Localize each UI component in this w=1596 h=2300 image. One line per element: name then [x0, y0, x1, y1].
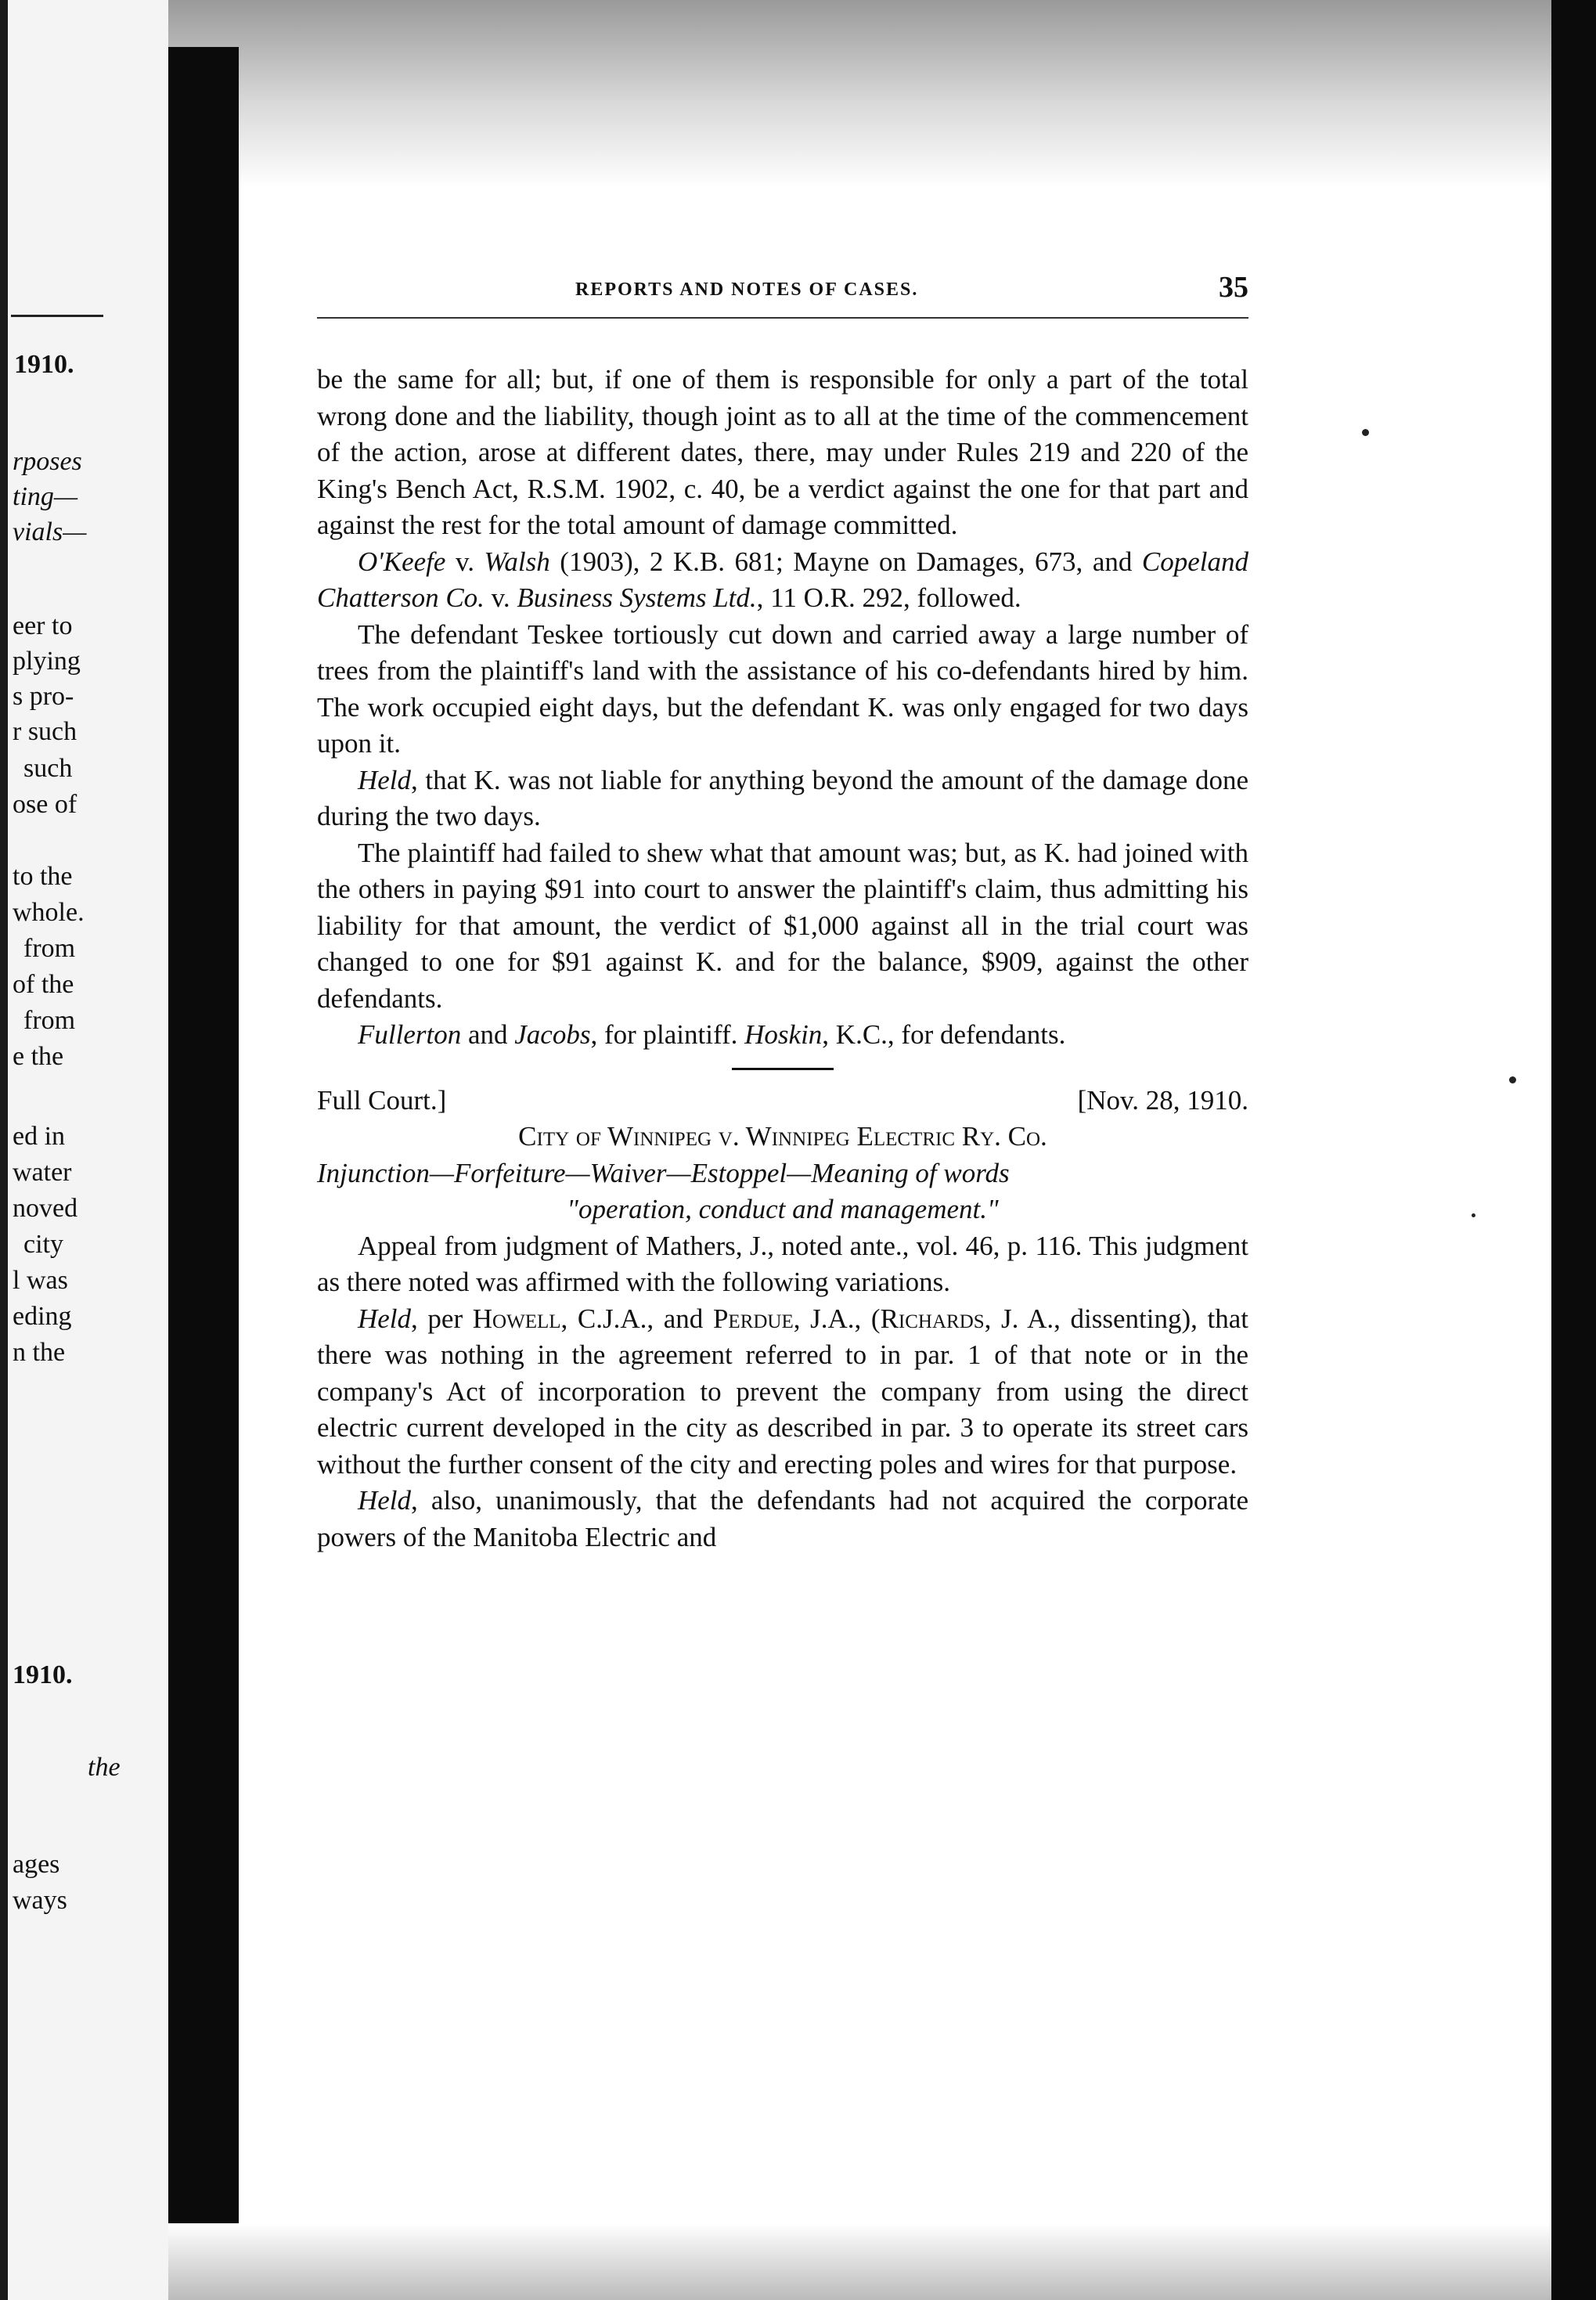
margin-line: l was — [13, 1266, 68, 1295]
appeal-paragraph: Appeal from judgment of Mathers, J., noted ante., vol. 46, p. 116. This judgment as there noted was affirmed with the following variations. — [317, 1230, 1248, 1297]
margin-line: r such — [13, 717, 77, 746]
scan-speck — [1472, 1213, 1475, 1217]
scan-speck — [1509, 1076, 1516, 1083]
case-divider-rule — [732, 1068, 834, 1070]
counsel-paragraph — [317, 1017, 1248, 1054]
continued-headnote: be the same for all; but, if one of them is responsible for only a part of the total wrong done and the liability, though joint as to all at the time of the commencement of the action, arose at different dates, there, may under Rules 219 and 220 of the King's Bench Act, R.S.M. 1902, c. 40, be a verdict against the one for that part and against the rest for the total amount of damage committed. — [317, 364, 1248, 540]
facts-paragraph: The defendant Teskee tortiously cut down and carried away a large number of trees from the plaintiff's land with the assistance of his co-defendants hired by him. The work occupied eight days, but the defendant K. was only engaged for two days upon it. — [317, 618, 1248, 759]
margin-line: 1910. — [14, 350, 74, 379]
margin-line: vials— — [13, 517, 87, 546]
held-label: Held — [358, 764, 412, 795]
text-run: v. — [484, 582, 517, 613]
scan-top-shadow — [0, 0, 1596, 188]
counsel-name: Fullerton — [358, 1019, 462, 1050]
running-head: REPORTS AND NOTES OF CASES. — [575, 279, 919, 300]
margin-line: water — [13, 1158, 72, 1187]
text-run: (1903), 2 K.B. 681; Mayne on Damages, 673, and — [549, 546, 1142, 577]
case-name: Business Systems Ltd. — [517, 582, 757, 613]
margin-line: ting— — [13, 482, 78, 511]
catchwords-line-2: "operation, conduct and management." — [567, 1194, 999, 1224]
verdict-paragraph: The plaintiff had failed to shew what that amount was; but, as K. had joined with the others in paying $91 into court to answer the plaintiff's claim, thus admitting his liability for that amount, the verdict of $1,000 against all in the trial court was changed to one for $91 against K. and for the balance, $909, against the other defendants. — [317, 837, 1248, 1014]
header-rule — [317, 317, 1248, 319]
margin-line: 1910. — [13, 1660, 73, 1689]
case-name: O'Keefe — [358, 546, 446, 577]
facing-page-margin-text — [0, 0, 168, 2300]
margin-line: to the — [13, 862, 73, 891]
text-run: , J. A., dissenting), that there was nothing in the agreement referred to in par. 1 of that note or in the company's Act of incorporation to prevent the company from using the direct electric current developed in the city as described in par. 3 to operate its street cars without the further consent of the city and erecting poles and wires for that purpose. — [317, 1303, 1249, 1480]
margin-line: eer to — [13, 611, 73, 640]
counsel-name: Jacobs — [514, 1019, 591, 1050]
scan-bottom-shadow — [168, 2223, 1551, 2300]
margin-line: from — [23, 934, 76, 963]
text-run: , that K. was not liable for anything beyond the amount of the damage done during the two days. — [317, 764, 1248, 831]
margin-line: s pro- — [13, 682, 74, 711]
judge-name: Richards — [880, 1303, 985, 1334]
margin-line: the — [88, 1753, 121, 1782]
decision-date: [Nov. 28, 1910. — [1077, 1084, 1248, 1116]
margin-line: ed in — [13, 1122, 66, 1151]
case-name: Walsh — [484, 546, 550, 577]
judge-name: Howell — [472, 1303, 561, 1334]
held-label: Held — [358, 1303, 412, 1334]
held-paragraph — [317, 1483, 1248, 1556]
court-date-line — [317, 1083, 1248, 1119]
text-run: , C.J.A., and — [560, 1303, 713, 1334]
authorities-paragraph — [317, 544, 1248, 617]
margin-line: ages — [13, 1850, 60, 1879]
case-name: Copeland Chatterson Co. — [317, 546, 1248, 613]
margin-line: of the — [13, 970, 74, 999]
margin-line: ways — [13, 1886, 67, 1915]
margin-rule — [11, 315, 103, 317]
court-name: Full Court.] — [317, 1084, 447, 1116]
scan-gutter-shadow — [168, 47, 239, 2300]
held-paragraph — [317, 1301, 1248, 1483]
scan-right-edge — [1551, 0, 1596, 2300]
page-body — [317, 362, 1248, 1556]
text-run: , per — [411, 1303, 473, 1334]
text-run: , 11 O.R. 292, followed. — [756, 582, 1021, 613]
text-run: v. — [445, 546, 485, 577]
margin-line: eding — [13, 1302, 72, 1331]
scan-speck — [1362, 429, 1369, 436]
text-run: , for plaintiff. — [590, 1019, 745, 1050]
text-run: , also, unanimously, that the defendants had not acquired the corporate powers of the Manitoba Electric and — [317, 1485, 1248, 1552]
margin-line: plying — [13, 647, 81, 676]
text-run: , J.A., ( — [793, 1303, 881, 1334]
margin-line: n the — [13, 1338, 66, 1367]
counsel-name: Hoskin — [744, 1019, 823, 1050]
margin-line: such — [23, 754, 73, 783]
text-run: and — [461, 1019, 515, 1050]
margin-line: rposes — [13, 447, 82, 476]
case-title: City of Winnipeg v. Winnipeg Electric Ry. Co. — [518, 1121, 1047, 1152]
margin-line: e the — [13, 1042, 64, 1071]
catchwords-line-1: Injunction—Forfeiture—Waiver—Estoppel—Meaning of words — [317, 1157, 1010, 1188]
judge-name: Perdue — [712, 1303, 794, 1334]
held-paragraph — [317, 762, 1248, 835]
held-label: Held — [358, 1485, 412, 1516]
margin-line: whole. — [13, 898, 85, 927]
page-header — [317, 270, 1248, 309]
page-number: 35 — [1219, 271, 1248, 304]
margin-line: from — [23, 1006, 76, 1035]
margin-line: ose of — [13, 790, 77, 819]
margin-line: noved — [13, 1194, 78, 1223]
text-run: , K.C., for defendants. — [822, 1019, 1066, 1050]
margin-line: city — [23, 1230, 63, 1259]
